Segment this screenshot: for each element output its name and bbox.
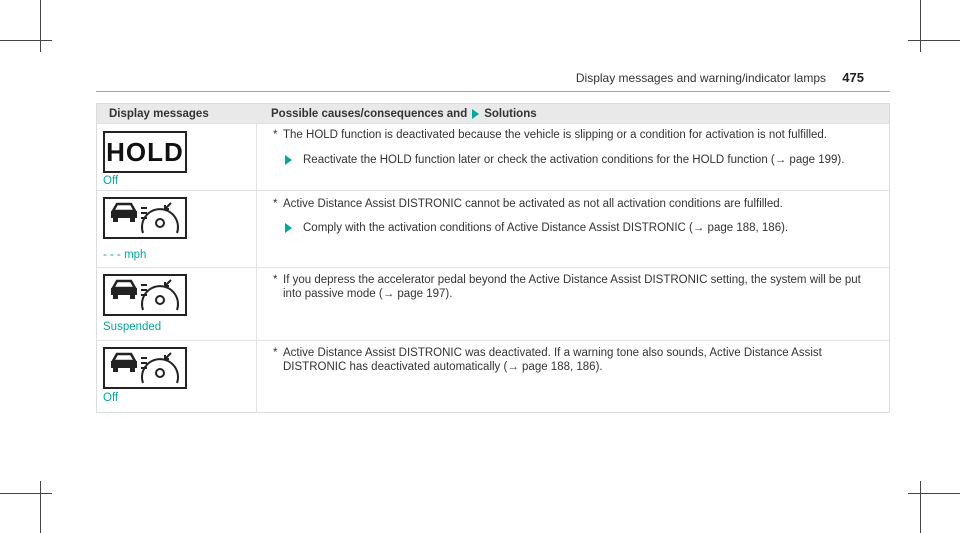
distance-assist-icon <box>103 274 187 316</box>
message-cell <box>97 268 257 340</box>
table-header <box>97 104 889 123</box>
causes-cell: * Active Distance Assist DISTRONIC was deactivated. If a warning tone also sounds, Active Distance Assist DISTRONIC has deactivated automatically (→ page 188, 186). <box>273 347 822 373</box>
message-cell <box>97 124 257 190</box>
crop-mark <box>40 0 41 52</box>
action-arrow-icon <box>285 155 292 165</box>
crop-mark <box>0 40 52 41</box>
status-text: - - - mph <box>103 249 147 261</box>
table-row <box>97 267 889 340</box>
distance-assist-icon <box>103 347 187 389</box>
causes-cell: * Active Distance Assist DISTRONIC cannot be activated as not all activation conditions are fulfilled. Comply with the activation conditions of Active Distance Assist DISTRONIC (→ page 188, 186). <box>273 198 789 234</box>
header-rule <box>96 91 890 92</box>
status-text: Off <box>103 175 119 187</box>
col-header-messages: Display messages <box>109 107 209 120</box>
message-cell <box>97 341 257 412</box>
play-arrow-icon <box>472 109 479 119</box>
causes-cell: * The HOLD function is deactivated because the vehicle is slipping or a condition for activation is not fulfilled. Reactivate the HOLD function later or check the activation conditions for the HOLD function (→ page 199). <box>273 129 845 166</box>
crop-mark <box>920 0 921 52</box>
distance-assist-icon <box>103 197 187 239</box>
status-text: Suspended <box>103 321 162 333</box>
section-title: Display messages and warning/indicator lamps <box>575 71 826 85</box>
page-number: 475 <box>842 70 864 85</box>
crop-mark <box>908 40 960 41</box>
action-arrow-icon <box>285 223 292 233</box>
table-row <box>97 190 889 267</box>
message-cell <box>97 191 257 267</box>
crop-mark <box>40 481 41 533</box>
messages-table <box>96 103 890 413</box>
col-header-causes: Possible causes/consequences and Solutions <box>271 107 537 120</box>
crop-mark <box>908 493 960 494</box>
causes-cell: * If you depress the accelerator pedal beyond the Active Distance Assist DISTRONIC setting, the system will be put into passive mode (→ page 197). <box>273 274 861 300</box>
hold-display-icon: HOLD <box>103 131 187 173</box>
status-text: Off <box>103 392 119 404</box>
crop-mark <box>0 493 52 494</box>
table-row <box>97 123 889 190</box>
crop-mark <box>920 481 921 533</box>
table-row <box>97 340 889 412</box>
